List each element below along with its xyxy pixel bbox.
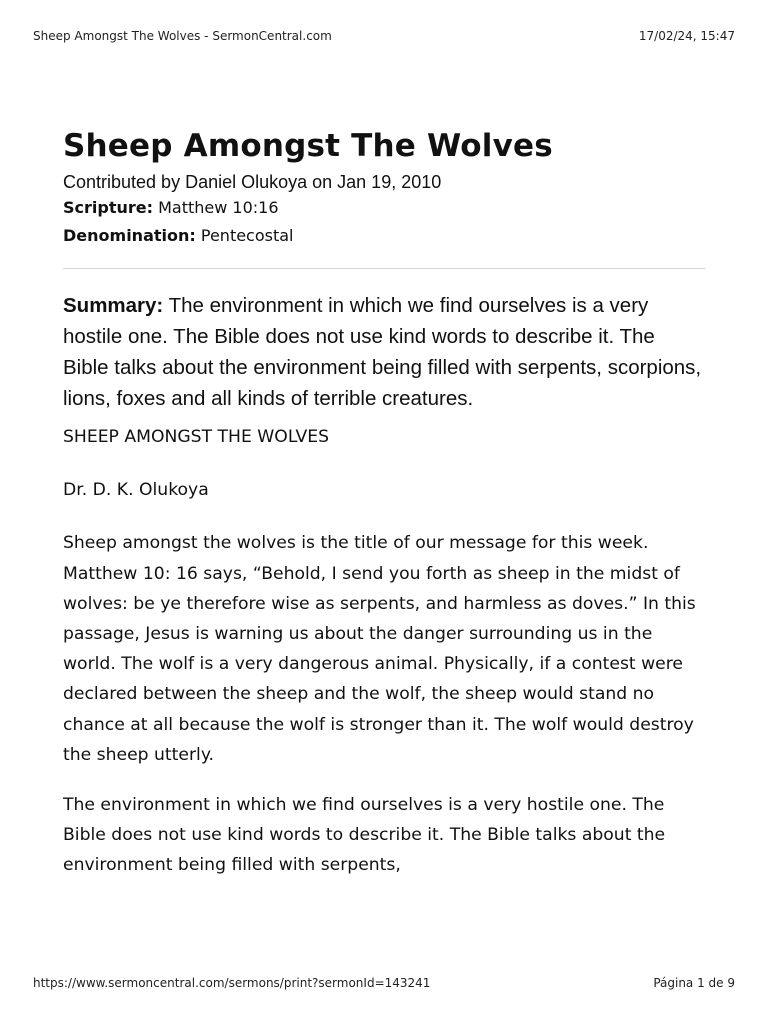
print-datetime: 17/02/24, 15:47 [638,29,735,43]
summary-block [63,290,706,414]
sermon-article [63,126,706,881]
sermon-paragraph: The environment in which we find ourselves is a very hostile one. The Bible does not use kind words to describe it. The Bible talks about the environment being filled with serpents, [63,795,666,876]
page-title: Sheep Amongst The Wolves [63,128,553,164]
scripture-value: Matthew 10:16 [158,198,279,217]
scripture-line [63,194,706,222]
sermon-body [63,422,706,881]
sermon-paragraph: Sheep amongst the wolves is the title of our message for this week. Matthew 10: 16 says, “Behold, I send you forth as sheep in the midst of wolves: be ye therefore wise as serpents, and harmless as doves.” In this passage, Jesus is warning us about the danger surrounding us in the world. The wolf is a very dangerous animal. Physically, if a contest were declared between the sheep and the wolf, the sheep would stand no chance at all because the wolf is stronger than it. The wolf would destroy the sheep utterly. [63,533,696,765]
contributor-line: Contributed by Daniel Olukoya on Jan 19, 2010 [63,172,442,192]
denomination-label: Denomination: [63,226,196,245]
print-url: https://www.sermoncentral.com/sermons/print?sermonId=143241 [33,976,431,990]
page-indicator: Página 1 de 9 [653,976,735,990]
divider [63,268,706,269]
print-page-title: Sheep Amongst The Wolves - SermonCentral.com [33,29,332,43]
denomination-value: Pentecostal [200,226,294,245]
print-footer [33,976,735,992]
sermon-author: Dr. D. K. Olukoya [63,480,209,501]
print-header [33,29,735,45]
summary-label: Summary: [63,294,164,317]
sermon-heading: SHEEP AMONGST THE WOLVES [63,427,330,447]
denomination-line [63,222,706,250]
scripture-label: Scripture: [63,198,154,217]
summary-text: The environment in which we find ourselves is a very hostile one. The Bible does not use kind words to describe it. The Bible talks about the environment being filled with serpents, scorpions, lions, foxes and all kinds of terrible creatures. [63,294,702,410]
